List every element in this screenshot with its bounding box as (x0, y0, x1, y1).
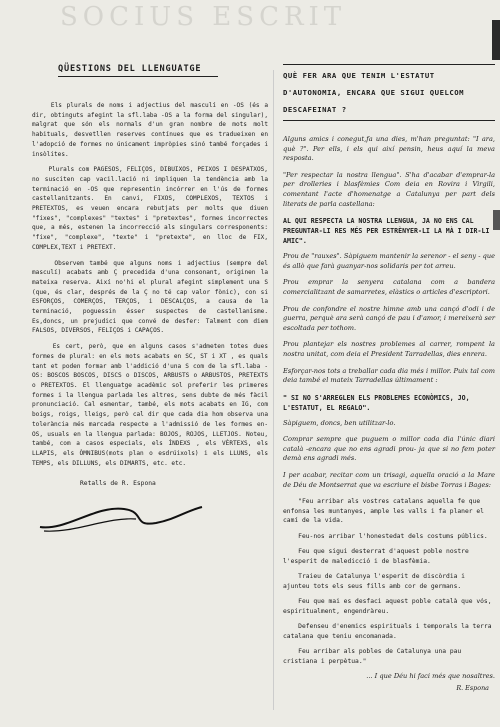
right-column (283, 64, 498, 692)
column-divider (273, 70, 274, 710)
right-prayer-3: Feu que sigui desterrat d'aquest poble nostre l'esperit de maledicció i de blasfèmia. (283, 548, 473, 565)
right-caps-1: AL QUI RESPECTA LA NOSTRA LLENGUA, JA NO ENS CAL PREGUNTAR-LI RES MÉS PER ESTRÈNYER-LI LA MÀ I DIR-LI AMIC". (283, 217, 494, 246)
left-signature: Retalls de R. Espona (80, 480, 156, 488)
right-intro: Alguns amics i conegut,fa una dies, m'han preguntat: "I ara, què ?". Per ells, i els qui així pensin, heus aquí la meva resposta. (283, 135, 498, 163)
right-quote-1: "Per respectar la nostra llengua". S'ha d'acabar d'emprar-la per drolleries i blasfèmies Com deia en Rovira i Virgili, comentant l'acte d'homenatge a Catalunya per part dels literats de parla castellana: (283, 170, 498, 208)
left-column (32, 64, 272, 537)
right-after-caps-2: Sàpiguem, doncs, ben utilitzar-lo. (283, 418, 396, 427)
right-prayer-2: Feu-nos arribar l'honestedat dels costums públics. (283, 532, 488, 540)
right-prayer-1: "Feu arribar als vostres catalans aquella fe que enfonsa les muntanyes, ample les valls i fa planer el camí de la vida. (283, 498, 488, 525)
left-paragraph-2: Plurals com PAGESOS, FELIÇOS, DIBUIXOS, PEIXOS I DESPATXOS, no susciten cap vacil.lació ni impliquen la tendència amb la terminació en -OS que representin incórrer en l'ús de formes castellanitzants. En canvi, FIXOS, COMPLEXOS, TEXTOS i PRETEXTOS, es veuen encara rebutjats per molts que diuen "fixes", "complexes" "textes" i "pretextes", formes incorrectes que, a més, estenen la incorrecció als singulars corresponents: "fixe", "complexe", "texte" i "pretexte", en lloc de FIX, COMPLEX,TEXT i PRETEXT. (32, 166, 272, 251)
left-paragraph-1: Els plurals de noms i adjectius del masculí en -OS (és a dir, obtinguts afegint la sfl.laba -OS a la forma del singular), malgrat que són els normals d'un gran nombre de mots molt habituals, desvetllen reserves contínues que es tradueixen en l'adopció de formes no únicament impròpies sinó també forçades i insòlites. (32, 102, 272, 158)
right-item-5: Esforçar-nos tots a treballar cada dia més i millor. Puix tal com deia també el mateix Tarradellas últimament : (283, 366, 498, 385)
right-item-4: Prou plantejar els nostres problemes al carrer, rompent la nostra unitat, com deia el President Tarradellas, dies enrera. (283, 340, 498, 358)
right-prayer-4: Traieu de Catalunya l'esperit de discòrdia i ajunteu tots els seus fills amb cor de germans. (283, 573, 469, 590)
page-edge-mark (492, 20, 500, 60)
right-prayer-7: Feu arribar als pobles de Catalunya una pau cristiana i perpètua." (283, 648, 465, 665)
right-item-2: Prou emprar la senyera catalana com a bandera comercialitzant de samarretes, elàstics o articles d'escriptori. (283, 278, 498, 296)
right-final-line: ... I que Déu hi faci més que nosaltres. (366, 672, 495, 681)
right-signature: R. Espona (456, 683, 489, 692)
right-prayer-6: Defenseu d'enemics espirituals i temporals la terra catalana que teniu encomanada. (283, 623, 496, 640)
right-caps-2: " SI NO S'ARREGLEN ELS PROBLEMES ECONÒMICS, JO, L'ESTATUT, EL REGALO". (283, 393, 474, 412)
right-item-6: Comprar sempre que puguem o millor cada dia l'únic diari català -encara que no ens agradi prou- ja que si no fem poter demà ens agradi més. (283, 435, 498, 463)
signature-swash-icon (36, 497, 206, 537)
right-item-3: Prou de confondre el nostre himne amb una cançó d'odi i de guerra, perquè ara serà cançó de pau i d'amor, i mereixerà ser escoltada per tothom. (283, 304, 498, 332)
right-title: QUÈ FER ARA QUE TENIM L'ESTATUT D'AUTONOMIA, ENCARA QUE SIGUI QUELCOM DESCAFEINAT ? (283, 64, 495, 121)
bleed-through-text: SOCIUS ESCRIT (60, 2, 347, 28)
left-heading: QÜESTIONS DEL LLENGUATGE (58, 64, 268, 77)
left-paragraph-4: Es cert, però, que en alguns casos s'admeten totes dues formes de plural: en els mots acabats en SC, ST i XT , es quals tant et poden formar amb l'addició d'una S com de la sfl.laba -OS: BOSCOS BOSCOS, DISCS o DISCOS, ARBUSTS o ARBUSTOS, PRETEXTS o PRETEXTOS. El llenguatge acadèmic sol preferir les primeres formes i la llengua parlada les altres, sens dubte de més fàcil pronunciació. Cal esmentar, també, els mots acabats en IG, com boigs, roigs, lleigs, però cal dir que cada dia hom observa una tolerància més marcada respecte a l'admissió de les formes en-OS, usuals en la llengua parlada: BOJOS, ROJOS, LLETJOS. Noteu, també, com a casos especials, els ÍNDEXS , els VÈRTEXS, els LLAPIS, els ÒMNIBUS(mots plan o esdrúixols) i els LLUNS, els TEMPS, els DILLUNS, els DIMARTS, etc. etc. (32, 343, 272, 467)
left-paragraph-3: Observem també que alguns noms i adjectius (sempre del masculí) acabats amb Ç precedida d'una consonant, originen la mateixa reserva. Així no'hi el plural afegint simplement una S (que, és clar, després de la Ç no té cap valor fònic), con si ESFORÇOS, COMERÇOS, TERÇOS, i DESCALÇOS, a causa de la terminació, poguessin ésser suspectes de castellanisme. Es,doncs, un prejudici que convé de desfer: Talment com diem FALSOS, DIVERSOS, FELIÇOS i CAPAÇOS. (32, 259, 272, 335)
right-closing-intro: I per acabar, recitar com un trisagi, aquella oració a la Mare de Déu de Montserrat que va escriure el bisbe Torras i Bages: (283, 471, 498, 489)
right-item-1: Prou de "rauxes". Sàpiguem mantenir la serenor - el seny - que és allò que farà guanyar-nos solidaris per tot arreu. (283, 252, 498, 270)
right-prayer-5: Feu que mai es desfaci aquest poble català que vós, espiritualment, engendràreu. (283, 598, 496, 615)
